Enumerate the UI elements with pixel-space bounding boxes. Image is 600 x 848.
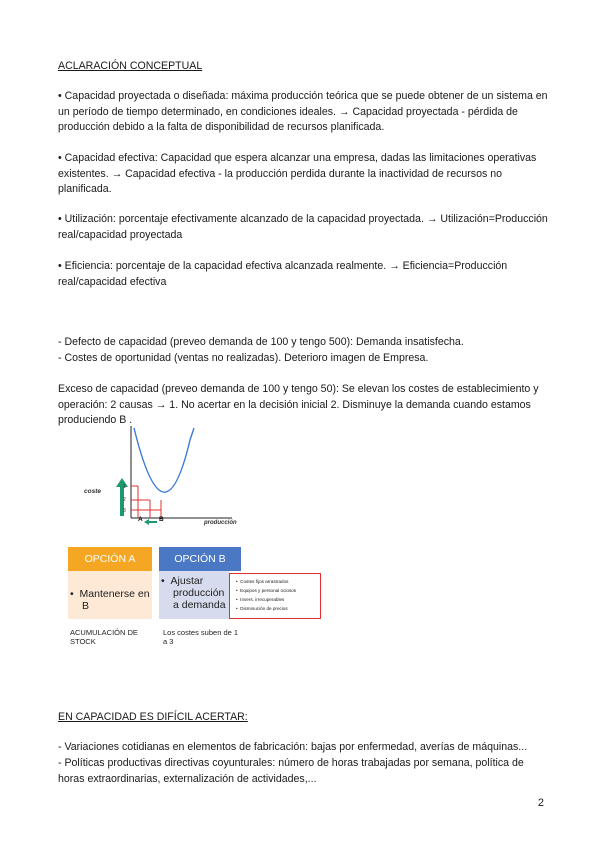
chart-ylabel: coste [84,488,101,495]
cost-chart [82,420,252,530]
option-b-caption: Los costes suben de 1 a 3 [163,628,239,646]
option-a-caption: ACUMULACIÓN DE STOCK [70,628,138,646]
bullet-eficiencia: • Eficiencia: porcentaje de la capacidad efectiva alcanzada realmente. → Eficiencia=Producción real/capacidad efectiva [58,260,508,288]
point-b-label: B [159,516,164,523]
option-a-text: Mantenerse en B [79,588,150,612]
option-b-bullet: • [161,575,171,587]
option-b-detail-item: • Disminución de precios [236,606,288,611]
bullet-utilizacion: • Utilización: porcentaje efectivamente alcanzado de la capacidad proyectada. → Utilización=Producción real/capacidad proyectada [58,213,548,241]
option-b-header: OPCIÓN B [159,547,241,571]
option-b-detail-item: • Equipos y personal ociosos [236,588,297,593]
cost-curve [134,428,194,492]
option-a-header: OPCIÓN A [68,547,152,571]
y-tick-1: 1 [123,484,126,490]
cause-line-1: - Variaciones cotidianas en elementos de fabricación: bajas por enfermedad, averías de máquinas... [58,741,528,753]
exceso-paragraph: Exceso de capacidad (preveo demanda de 100 y tengo 50): Se elevan los costes de establecimiento y operación: 2 causas → 1. No acertar en la decisión inicial 2. Disminuye la demanda cuando estamos produciendo B . [58,383,539,426]
defecto-line-1: - Defecto de capacidad (preveo demanda de 100 y tengo 500): Demanda insatisfecha. [58,336,464,348]
chart-xlabel: producción [204,520,237,526]
defecto-line-2: - Costes de oportunidad (ventas no realizadas). Deterioro imagen de Empresa. [58,352,429,364]
section-heading-capacidad: EN CAPACIDAD ES DIFÍCIL ACERTAR: [58,711,248,723]
bullet-capacidad-efectiva: • Capacidad efectiva: Capacidad que espera alcanzar una empresa, dadas las limitaciones operativas existentes. → Capacidad efectiva - la producción perdida durante la inactividad de recursos no planificada. [58,152,537,195]
option-b-body [161,575,229,611]
option-b-detail-item: • Invers. irrecuperables [236,597,285,602]
option-a-bullet: • [70,588,80,600]
y-tick-3: 3 [123,508,126,514]
page-number: 2 [537,797,544,809]
option-b-detail-item: • Costes fijos arrastrados [236,579,289,584]
option-a-body [70,588,150,612]
option-b-detail-box [229,573,321,619]
y-tick-2: 2 [123,497,126,503]
cause-line-2: - Políticas productivas directivas coyunturales: número de horas trabajadas por semana, política de horas extraordinarias, externalización de actividades,... [58,757,524,785]
shift-arrowhead [144,519,149,525]
bullet-capacidad-proyectada: • Capacidad proyectada o diseñada: máxima producción teórica que se puede obtener de un sistema en un período de tiempo determinado, en condiciones ideales. → Capacidad proyectada - pérdida de producción debido a la falta de disponibilidad de recursos planificada. [58,90,548,133]
cost-up-arrowhead [116,478,128,487]
option-b-text: Ajustar producción a demanda [170,575,226,611]
section-heading-aclaracion: ACLARACIÓN CONCEPTUAL [58,60,203,72]
point-a-label: A [138,516,143,523]
